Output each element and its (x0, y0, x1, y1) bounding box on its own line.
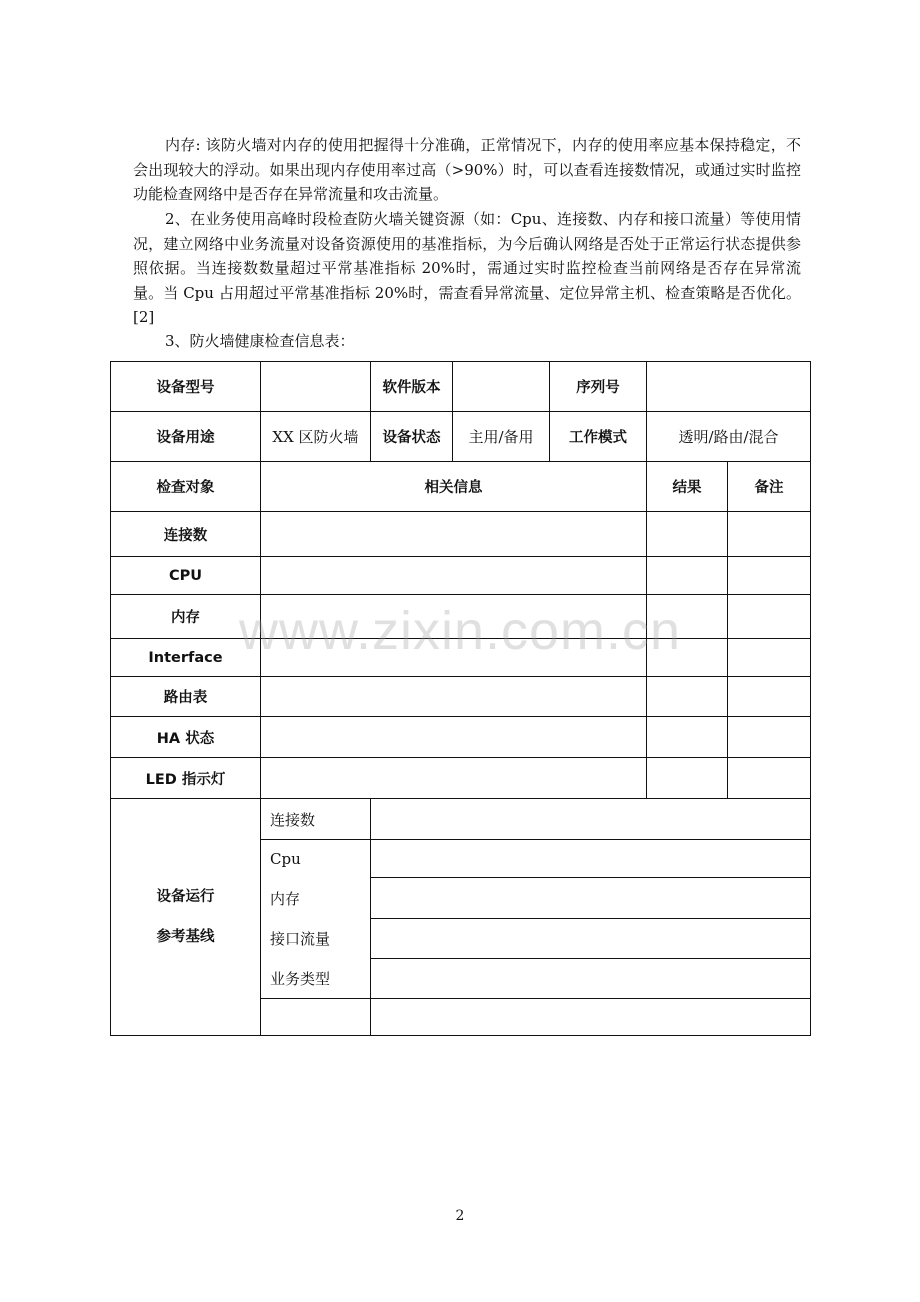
baseline-value (371, 959, 811, 999)
check-info (261, 677, 647, 717)
mode-label: 工作模式 (550, 412, 647, 462)
baseline-item (261, 999, 371, 1036)
usage-value: XX 区防火墙 (261, 412, 371, 462)
header-object: 检查对象 (111, 462, 261, 512)
usage-label: 设备用途 (111, 412, 261, 462)
check-info (261, 557, 647, 595)
check-remark (728, 677, 811, 717)
check-item: Interface (111, 639, 261, 677)
check-info (261, 595, 647, 639)
check-remark (728, 595, 811, 639)
table-row (111, 557, 811, 595)
serial-label: 序列号 (550, 362, 647, 412)
check-result (647, 512, 728, 557)
header-info: 相关信息 (261, 462, 647, 512)
baseline-label-line2: 参考基线 (156, 929, 215, 945)
check-remark (728, 639, 811, 677)
paragraph-table-intro: 3、防火墙健康检查信息表： (165, 332, 355, 350)
mode-value: 透明/路由/混合 (647, 412, 811, 462)
serial-value (647, 362, 811, 412)
software-value (453, 362, 550, 412)
check-result (647, 639, 728, 677)
check-remark (728, 758, 811, 799)
status-value: 主用/备用 (453, 412, 550, 462)
check-remark (728, 717, 811, 758)
check-info (261, 758, 647, 799)
paragraph-peak-check: 2、在业务使用高峰时段检查防火墙关键资源（如：Cpu、连接数、内存和接口流量）等使用情况，建立网络中业务流量对设备资源使用的基准指标，为今后确认网络是否处于正常运行状态提供参照依据。当连接数数量超过平常基准指标 20%时，需通过实时监控检查当前网络是否存在异常流量。当 Cpu 占用超过平常基准指标 20%时，需查看异常流量、定位异常主机、检查策略是否优化。[2] (133, 210, 801, 327)
health-check-table (110, 361, 811, 1036)
baseline-value (371, 999, 811, 1036)
baseline-item: 业务类型 (261, 959, 371, 999)
table-row (111, 595, 811, 639)
check-result (647, 557, 728, 595)
check-header-row (111, 462, 811, 512)
baseline-value (371, 878, 811, 919)
paragraph-memory: 内存: 该防火墙对内存的使用把握得十分准确，正常情况下，内存的使用率应基本保持稳定，不会出现较大的浮动。如果出现内存使用率过高（>90%）时，可以查看连接数情况，或通过实时监控功能检查网络中是否存在异常流量和攻击流量。 (133, 136, 801, 204)
baseline-row (111, 799, 811, 840)
check-info (261, 717, 647, 758)
page-number: 2 (455, 1208, 465, 1224)
check-remark (728, 512, 811, 557)
table-row (111, 639, 811, 677)
check-result (647, 595, 728, 639)
baseline-value (371, 840, 811, 878)
check-info (261, 512, 647, 557)
check-item: HA 状态 (111, 717, 261, 758)
check-item: 内存 (111, 595, 261, 639)
check-info (261, 639, 647, 677)
table-row (111, 758, 811, 799)
device-info-row (111, 362, 811, 412)
check-result (647, 677, 728, 717)
baseline-value (371, 799, 811, 840)
check-item: CPU (111, 557, 261, 595)
software-label: 软件版本 (371, 362, 453, 412)
baseline-item: 接口流量 (261, 919, 371, 959)
status-label: 设备状态 (371, 412, 453, 462)
table-row (111, 677, 811, 717)
baseline-value (371, 919, 811, 959)
watermark-text: www.zixin.com.cn (238, 601, 682, 661)
check-result (647, 758, 728, 799)
device-usage-row (111, 412, 811, 462)
check-item: 路由表 (111, 677, 261, 717)
check-item: LED 指示灯 (111, 758, 261, 799)
baseline-item: 连接数 (261, 799, 371, 840)
baseline-item: 内存 (261, 878, 371, 919)
check-item: 连接数 (111, 512, 261, 557)
model-value (261, 362, 371, 412)
header-result: 结果 (647, 462, 728, 512)
check-result (647, 717, 728, 758)
table-row (111, 717, 811, 758)
model-label: 设备型号 (111, 362, 261, 412)
baseline-item: Cpu (261, 840, 371, 878)
baseline-label-line1: 设备运行 (156, 889, 215, 905)
header-remark: 备注 (728, 462, 811, 512)
table-row (111, 512, 811, 557)
baseline-label (111, 799, 261, 1036)
check-remark (728, 557, 811, 595)
